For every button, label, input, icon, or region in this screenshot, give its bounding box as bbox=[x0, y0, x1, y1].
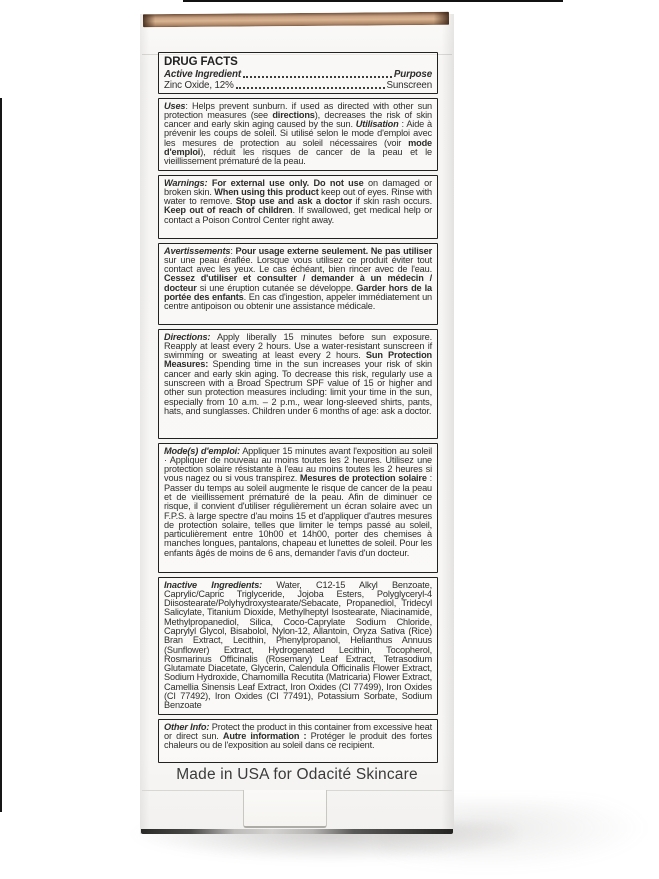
box-top-cardboard-edge bbox=[143, 12, 449, 27]
photo-crop-line-left bbox=[0, 98, 2, 812]
active-ingredient-value: Zinc Oxide, 12% bbox=[164, 79, 234, 91]
section-uses: Uses: Helps prevent sunburn. if used as directed with other sun protection measures (see directions), decreases the risk of skin cancer and early skin aging caused by the sun. Utilisation : Aide à prévenir les coups de soleil. Si utilisé selon le mode d'emploi avec les mesures de protection au soleil nécessaires (voir mode d'emploi), réduit les risques de cancer de la peau et le vieillissement prématuré de la peau. bbox=[158, 98, 438, 171]
drug-facts-title: DRUG FACTS bbox=[164, 55, 238, 68]
section-other-info: Other Info: Protect the product in this container from excessive heat or direct sun. Autre information : Protéger le produit des fortes chaleurs ou de l'exposition au soleil dans ce recipient. bbox=[158, 719, 438, 763]
bottom-flap-tuck-tab bbox=[243, 790, 327, 828]
active-ingredient-header-row bbox=[164, 69, 432, 80]
product-box bbox=[140, 14, 454, 834]
section-directions: Directions: Apply liberally 15 minutes before sun exposure. Reapply at least every 2 hours. Use a water-resistant sunscreen if swimming or sweating at least every 2 hours. Sun Protection Measures: Spending time in the sun increases your risk of skin cancer and early skin aging. To decrease this risk, regularly use a sunscreen with a Broad Spectrum SPF value of 15 or higher and other sun protection measures including: limit your time in the sun, especially from 10 a.m. – 2 p.m., wear long-sleeved shirts, pants, hats, and sunglasses. Children under 6 months of age: ask a doctor. bbox=[158, 329, 438, 439]
section-mode-demploi: Mode(s) d'emploi: Appliquer 15 minutes avant l'exposition au soleil · Appliquer de nouveau au moins toutes les 2 heures. Utilisez une protection solaire résistante à l'eau au moins toutes les 2 heures si vous nagez ou si vous transpirez. Mesures de protection solaire : Passer du temps au soleil augmente le risque de cancer de la peau et de vieillissement prématuré de la peau. Afin de diminuer ce risque, il convient d'utiliser régulièrement un écran solaire avec un F.P.S. à large spectre d'au moins 15 et d'appliquer d'autres mesures de protection solaire, telles que limiter le temps passé au soleil, particulièrement entre 10h00 et 14h00, porter des chemises à manches longues, pantalons, chapeau et lunettes de soleil. Pour les enfants âgés de moins de 6 ans, demander l'avis d'un docteur. bbox=[158, 443, 438, 573]
photo-crop-line-top bbox=[183, 0, 563, 2]
section-avertissements: Avertissements: Pour usage externe seulement. Ne pas utiliser sur une peau éraflée. Lorsque vous utilisez ce produit éviter tout contact avec les yeux. Le cas échéant, bien rincer avec de l'eau. Cessez d'utiliser et consulter / demander à un médecin / docteur si une éruption cutanée se développe. Garder hors de la portée des enfants. En cas d'ingestion, appeler immédiatement un centre antipoison ou obtenir une assistance médicale. bbox=[158, 243, 438, 325]
section-inactive-ingredients: Inactive Ingredients: Water, C12-15 Alkyl Benzoate, Caprylic/Capric Triglyceride, Jojoba Esters, Polyglyceryl-4 Diisostearate/Polyhydroxystearate/Sebacate, Propanediol, Tridecyl Salicylate, Titanium Dioxide, Methylheptyl Isostearate, Niacinamide, Methylpropanediol, Silica, Coco-Caprylate Sodium Chloride, Caprylyl Glycol, Bisabolol, Nylon-12, Allantoin, Oryza Sativa (Rice) Bran Extract, Lecithin, Phenylpropanol, Helianthus Annuus (Sunflower) Extract, Hydrogenated Lecithin, Tocopherol, Rosmarinus Officinalis (Rosemary) Leaf Extract, Tetrasodium Glutamate Diacetate, Glycerin, Calendula Officinalis Flower Extract, Sodium Hydroxide, Chamomilla Recutita (Matricaria) Flower Extract, Camellia Sinensis Leaf Extract, Iron Oxides (CI 77499), Iron Oxides (CI 77492), Iron Oxides (CI 77491), Potassium Sorbate, Sodium Benzoate bbox=[158, 577, 438, 715]
section-warnings: Warnings: For external use only. Do not use on damaged or broken skin. When using this product keep out of eyes. Rinse with water to remove. Stop use and ask a doctor if skin rash occurs. Keep out of reach of children. If swallowed, get medical help or contact a Poison Control Center right away. bbox=[158, 175, 438, 239]
dotted-leader bbox=[236, 87, 385, 89]
active-ingredient-value-row bbox=[164, 80, 432, 91]
drug-facts-panel bbox=[158, 52, 438, 763]
purpose-label: Purpose bbox=[393, 68, 432, 80]
made-in-text: Made in USA for Odacité Skincare bbox=[176, 766, 418, 783]
drug-facts-header-section bbox=[158, 52, 438, 94]
dotted-leader bbox=[243, 76, 392, 78]
purpose-value: Sunscreen bbox=[386, 79, 432, 91]
box-bottom-edge bbox=[141, 829, 453, 834]
active-ingredient-label: Active Ingredient bbox=[164, 68, 241, 80]
